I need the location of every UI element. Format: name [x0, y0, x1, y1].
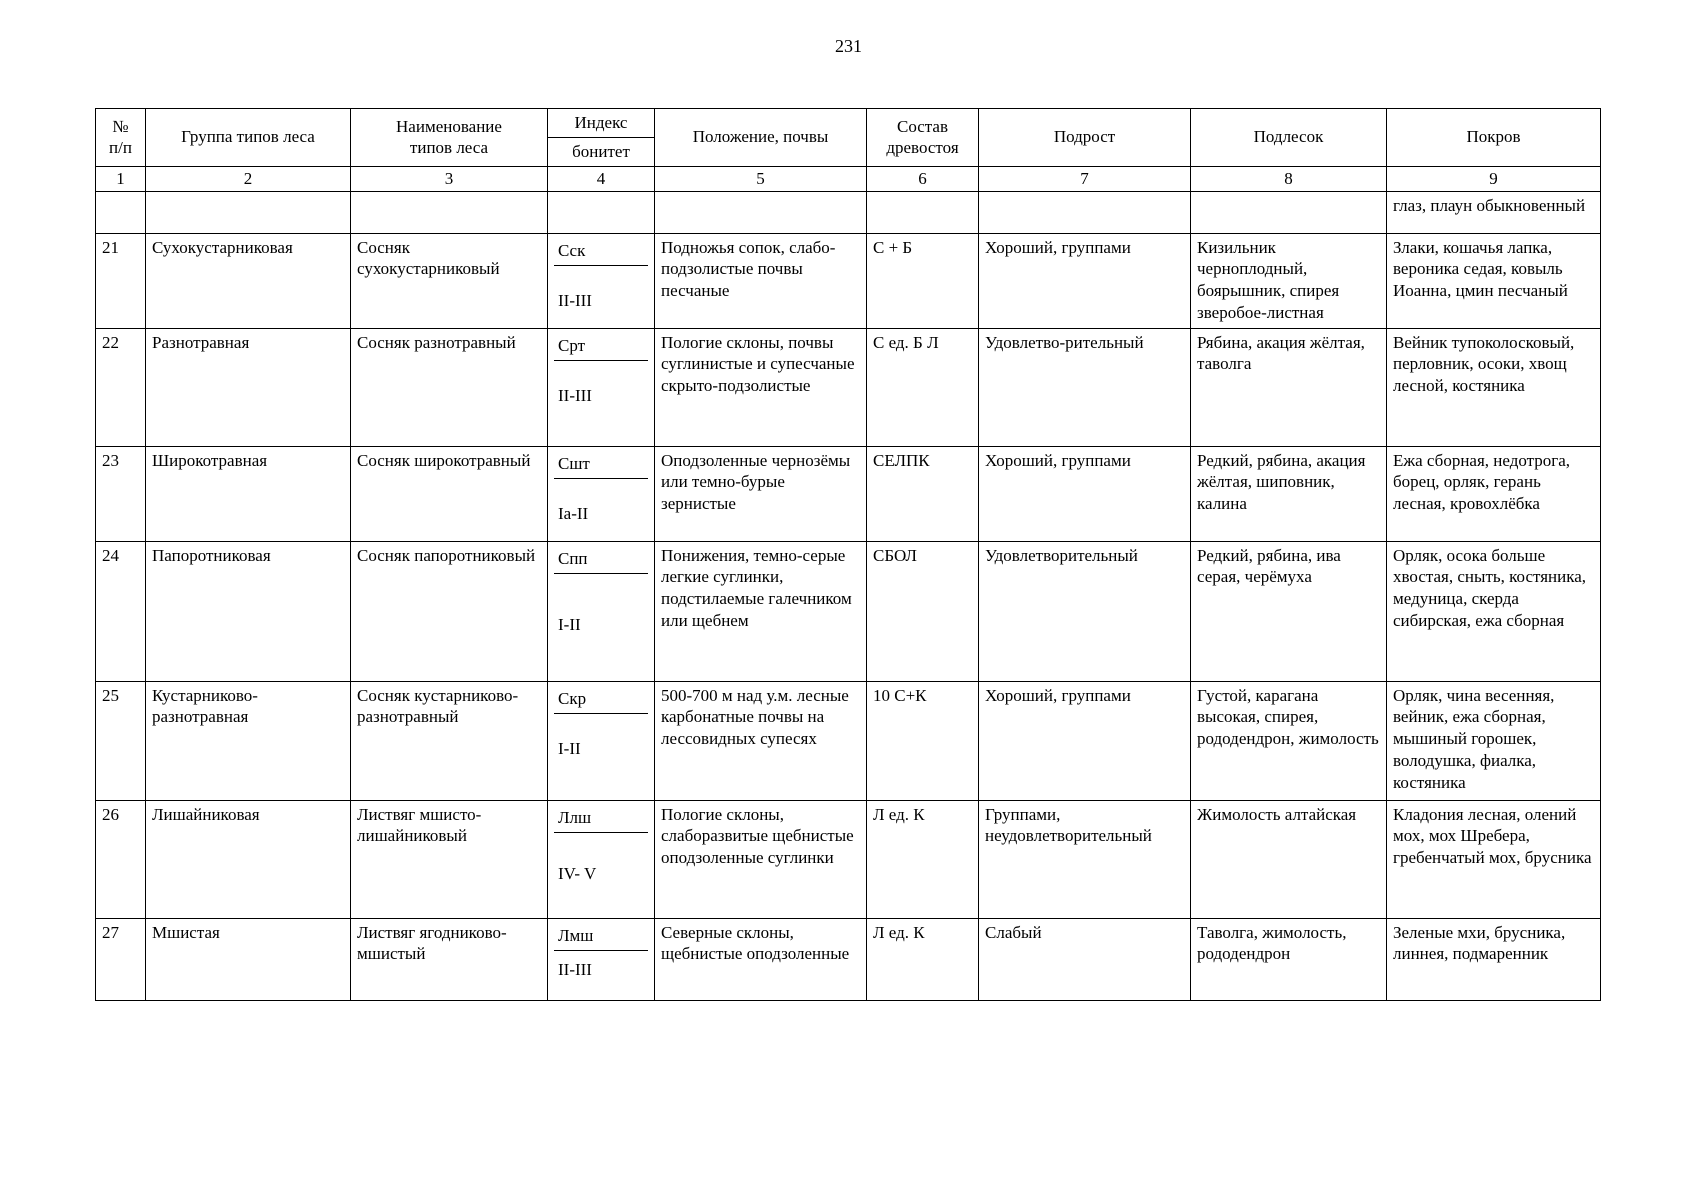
cell-num: 25 [96, 681, 146, 800]
cell-pokrov: глаз, плаун обыкновенный [1387, 191, 1601, 233]
table-row-27 [96, 918, 1601, 1000]
cell-index-bonitet [548, 681, 655, 800]
site-index: Скр [554, 685, 648, 715]
cell-podlesok: Густой, карагана высокая, спирея, рододендрон, жимолость [1191, 681, 1387, 800]
cell-name: Сосняк папоротниковый [351, 541, 548, 681]
cell-podrost: Хороший, группами [979, 233, 1191, 328]
cell-podrost [979, 191, 1191, 233]
bonitet-class: II-III [558, 291, 592, 311]
cell-group: Сухокустарниковая [146, 233, 351, 328]
cell-name: Листвяг ягодниково-мшистый [351, 918, 548, 1000]
cell-name: Сосняк кустарниково-разнотравный [351, 681, 548, 800]
cell-podlesok: Жимолость алтайская [1191, 800, 1387, 918]
bonitet-class: II-III [558, 960, 592, 980]
cell-index-bonitet [548, 918, 655, 1000]
header-position: Положение, почвы [655, 109, 867, 167]
col-number: 1 [96, 166, 146, 191]
header-num [96, 109, 146, 167]
cell-num: 22 [96, 328, 146, 446]
site-index: Лмш [554, 922, 648, 952]
header-row [96, 109, 1601, 167]
cell-group: Кустарниково-разнотравная [146, 681, 351, 800]
header-index: Индекс [548, 109, 654, 138]
header-composition [867, 109, 979, 167]
cell-podlesok: Редкий, рябина, ива серая, черёмуха [1191, 541, 1387, 681]
header-num-line2: п/п [109, 138, 132, 158]
cell-num: 26 [96, 800, 146, 918]
cell-position: Понижения, темно-серые легкие суглинки, подстилаемые галечником или щебнем [655, 541, 867, 681]
site-index: Ллш [554, 804, 648, 834]
site-index: Сшт [554, 450, 648, 480]
bonitet-class: I-II [558, 739, 581, 759]
cell-podlesok: Таволга, жимолость, рододендрон [1191, 918, 1387, 1000]
cell-podrost: Группами, неудовлетворительный [979, 800, 1191, 918]
table-row-24 [96, 541, 1601, 681]
header-composition-line2: древостоя [886, 138, 959, 158]
cell-group: Лишайниковая [146, 800, 351, 918]
cell-name: Листвяг мшисто-лишайниковый [351, 800, 548, 918]
header-group: Группа типов леса [146, 109, 351, 167]
cell-num: 24 [96, 541, 146, 681]
cell-podlesok: Кизильник черноплодный, боярышник, спирея зверобое-листная [1191, 233, 1387, 328]
cell-podrost: Удовлетворительный [979, 541, 1191, 681]
header-podlesok: Подлесок [1191, 109, 1387, 167]
cell-position: Подножья сопок, слабо-подзолистые почвы песчаные [655, 233, 867, 328]
cell-position [655, 191, 867, 233]
cell-position: Пологие склоны, слаборазвитые щебнистые оподзоленные суглинки [655, 800, 867, 918]
table-row-22 [96, 328, 1601, 446]
cell-index-bonitet [548, 233, 655, 328]
table-row-26 [96, 800, 1601, 918]
cell-group: Папоротниковая [146, 541, 351, 681]
site-index: Спп [554, 545, 648, 575]
cell-pokrov: Орляк, осока больше хвостая, сныть, костяника, медуница, скерда сибирская, ежа сборная [1387, 541, 1601, 681]
col-number: 2 [146, 166, 351, 191]
header-index-bonitet [548, 109, 655, 167]
cell-pokrov: Зеленые мхи, брусника, линнея, подмаренник [1387, 918, 1601, 1000]
forest-types-table [95, 108, 1601, 1001]
cell-composition: СЕЛПК [867, 446, 979, 541]
cell-num: 27 [96, 918, 146, 1000]
cell-position: Северные склоны, щебнистые оподзоленные [655, 918, 867, 1000]
cell-podrost: Удовлетво-рительный [979, 328, 1191, 446]
col-number: 9 [1387, 166, 1601, 191]
table-row-21 [96, 233, 1601, 328]
col-number: 5 [655, 166, 867, 191]
header-name-line2: типов леса [409, 138, 489, 158]
cell-podlesok: Редкий, рябина, акация жёлтая, шиповник, калина [1191, 446, 1387, 541]
cell-index-bonitet [548, 446, 655, 541]
cell-num: 21 [96, 233, 146, 328]
cell-name: Сосняк сухокустарниковый [351, 233, 548, 328]
cell-pokrov: Орляк, чина весенняя, вейник, ежа сборная, мышиный горошек, володушка, фиалка, костяника [1387, 681, 1601, 800]
cell-index-bonitet [548, 800, 655, 918]
col-number: 4 [548, 166, 655, 191]
cell-pokrov: Злаки, кошачья лапка, вероника седая, ковыль Иоанна, цмин песчаный [1387, 233, 1601, 328]
cell-pokrov: Кладония лесная, олений мох, мох Шребера, гребенчатый мох, брусника [1387, 800, 1601, 918]
cell-group: Мшистая [146, 918, 351, 1000]
cell-pokrov: Вейник тупоколосковый, перловник, осоки, хвощ лесной, костяника [1387, 328, 1601, 446]
site-index: Сск [554, 237, 648, 267]
header-name-line1: Наименование [396, 116, 502, 136]
col-number: 3 [351, 166, 548, 191]
cell-group: Разнотравная [146, 328, 351, 446]
cell-composition [867, 191, 979, 233]
cell-position: Пологие склоны, почвы суглинистые и супесчаные скрыто-подзолистые [655, 328, 867, 446]
bonitet-class: Ia-II [558, 504, 589, 524]
site-index: Срт [554, 332, 648, 362]
cell-podrost: Слабый [979, 918, 1191, 1000]
page-number: 231 [835, 36, 862, 56]
cell-podlesok: Рябина, акация жёлтая, таволга [1191, 328, 1387, 446]
cell-position: 500-700 м над у.м. лесные карбонатные почвы на лессовидных супесях [655, 681, 867, 800]
cell-num: 23 [96, 446, 146, 541]
cell-num [96, 191, 146, 233]
table-row-23 [96, 446, 1601, 541]
cell-composition: Л ед. К [867, 800, 979, 918]
cell-group: Широкотравная [146, 446, 351, 541]
cell-composition: С ед. Б Л [867, 328, 979, 446]
bonitet-class: I-II [558, 615, 581, 635]
bonitet-class: IV- V [558, 864, 597, 884]
cell-podrost: Хороший, группами [979, 446, 1191, 541]
cell-name: Сосняк широкотравный [351, 446, 548, 541]
header-bonitet: бонитет [572, 141, 630, 161]
cell-composition: С + Б [867, 233, 979, 328]
cell-composition: СБОЛ [867, 541, 979, 681]
column-numbers-row [96, 166, 1601, 191]
cell-index-bonitet [548, 328, 655, 446]
cell-position: Оподзоленные чернозёмы или темно-бурые зернистые [655, 446, 867, 541]
cell-pokrov: Ежа сборная, недотрога, борец, орляк, герань лесная, кровохлёбка [1387, 446, 1601, 541]
header-num-line1: № [112, 116, 129, 136]
table-row-25 [96, 681, 1601, 800]
header-name [351, 109, 548, 167]
cell-index-bonitet [548, 191, 655, 233]
col-number: 6 [867, 166, 979, 191]
col-number: 8 [1191, 166, 1387, 191]
cell-group [146, 191, 351, 233]
cell-podlesok [1191, 191, 1387, 233]
table-row-continuation [96, 191, 1601, 233]
header-podrost: Подрост [979, 109, 1191, 167]
bonitet-class: II-III [558, 386, 592, 406]
header-composition-line1: Состав [896, 116, 949, 136]
cell-podrost: Хороший, группами [979, 681, 1191, 800]
cell-composition: Л ед. К [867, 918, 979, 1000]
cell-index-bonitet [548, 541, 655, 681]
col-number: 7 [979, 166, 1191, 191]
cell-name [351, 191, 548, 233]
header-pokrov: Покров [1387, 109, 1601, 167]
cell-name: Сосняк разнотравный [351, 328, 548, 446]
cell-composition: 10 С+К [867, 681, 979, 800]
